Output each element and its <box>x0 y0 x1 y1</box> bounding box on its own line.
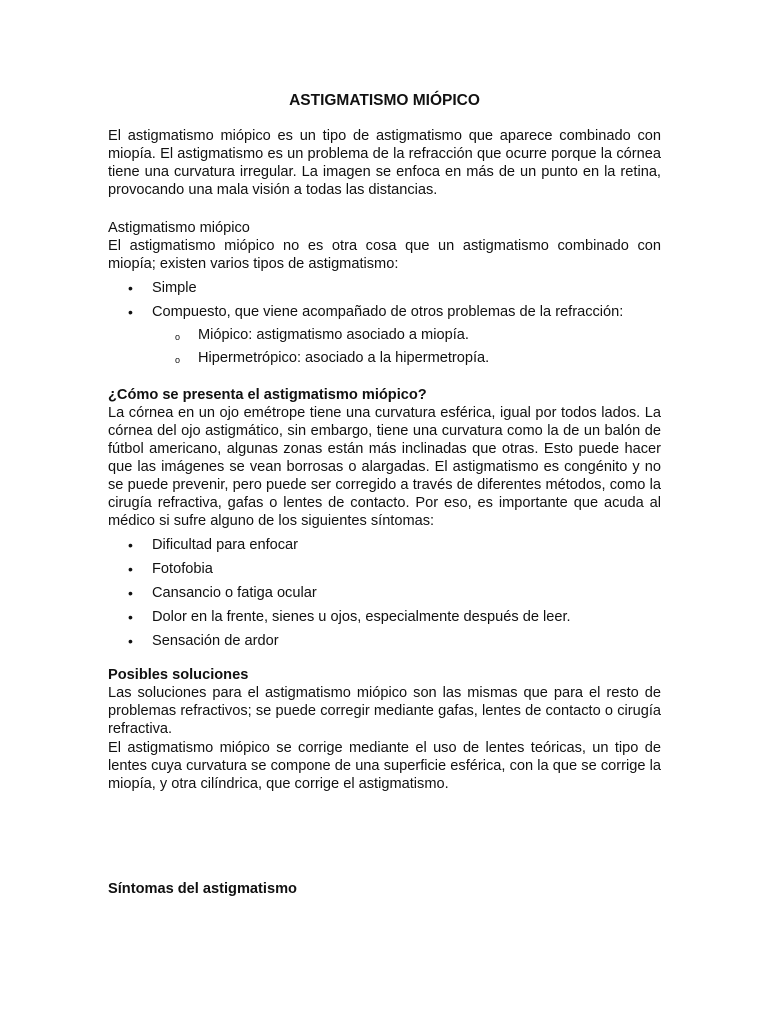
list-item: • Sensación de ardor <box>128 633 279 649</box>
section3-paragraph-2: El astigmatismo miópico se corrige mediante el uso de lentes teóricas, un tipo de lentes cuya curvatura se compone de una superficie esférica, con la que se corrige la miopía, y otra cilíndrica, que corrige el astigmatismo. <box>108 740 661 792</box>
circle-bullet-icon: o <box>175 332 181 342</box>
circle-bullet-icon: o <box>175 355 181 365</box>
symptoms-list <box>108 536 661 656</box>
section3-paragraph-1: Las soluciones para el astigmatismo miópico son las mismas que para el resto de problemas refractivos; se puede corregir mediante gafas, lentes de contacto o cirugía refractiva. <box>108 685 661 737</box>
section1-paragraph: El astigmatismo miópico no es otra cosa que un astigmatismo combinado con miopía; existen varios tipos de astigmatismo: <box>108 238 661 272</box>
intro-paragraph: El astigmatismo miópico es un tipo de astigmatismo que aparece combinado con miopía. El astigmatismo es un problema de la refracción que ocurre porque la córnea tiene una curvatura irregular. La imagen se enfoca en más de un punto en la retina, provocando una mala visión a todas las distancias. <box>108 128 661 198</box>
bullet-icon: • <box>128 609 133 625</box>
section2-paragraph: La córnea en un ojo emétrope tiene una curvatura esférica, igual por todos lados. La córnea del ojo astigmático, sin embargo, tiene una curvatura como la de un balón de fútbol americano, algunas zonas están más inclinadas que otras. Esto puede hacer que las imágenes se vean borrosas o alargadas. El astigmatismo es congénito y no se puede prevenir, pero puede ser corregido a través de diferentes métodos, como la cirugía refractiva, gafas o lentes de contacto. Por eso, es importante que acuda al médico si sufre alguno de los siguientes síntomas: <box>108 405 661 529</box>
section4-heading: Síntomas del astigmatismo <box>108 881 297 897</box>
list-item: • Dificultad para enfocar <box>128 537 299 553</box>
bullet-icon: • <box>128 585 133 601</box>
list-item: • Dolor en la frente, sienes u ojos, especialmente después de leer. <box>128 609 571 625</box>
section3-heading: Posibles soluciones <box>108 667 249 683</box>
bullet-icon: • <box>128 633 133 649</box>
list-item: • Simple <box>128 280 197 296</box>
list-item: o Hipermetrópico: asociado a la hipermetropía. <box>108 349 661 372</box>
section2-heading: ¿Cómo se presenta el astigmatismo miópico? <box>108 387 427 403</box>
types-list <box>108 279 661 327</box>
bullet-icon: • <box>128 304 133 320</box>
list-item: • Compuesto, que viene acompañado de otros problemas de la refracción: <box>128 304 624 320</box>
section-label-astigmatismo-miopico: Astigmatismo miópico <box>108 220 250 236</box>
list-item: o Miópico: astigmatismo asociado a miopía. <box>108 326 661 349</box>
bullet-icon: • <box>128 561 133 577</box>
compound-types-sublist <box>108 326 661 372</box>
list-item: • Cansancio o fatiga ocular <box>128 585 317 601</box>
document-title: ASTIGMATISMO MIÓPICO <box>289 92 480 109</box>
list-item: • Fotofobia <box>128 561 213 577</box>
bullet-icon: • <box>128 537 133 553</box>
bullet-icon: • <box>128 280 133 296</box>
